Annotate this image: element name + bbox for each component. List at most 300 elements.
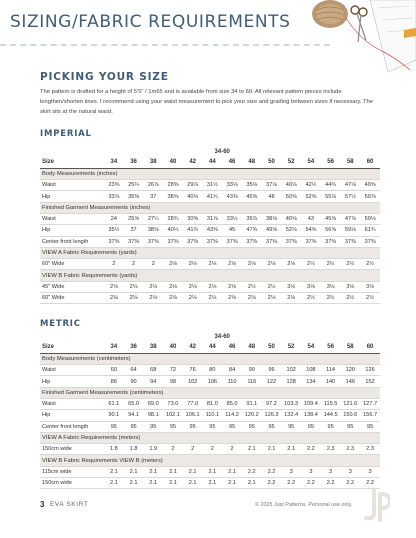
measurement-cell: 37⅜ [163, 236, 183, 247]
measurement-cell: 121.6 [340, 398, 360, 409]
measurement-cell: 95 [321, 421, 341, 432]
measurement-cell: 72 [163, 365, 183, 376]
measurement-cell: 40¼ [163, 225, 183, 236]
section-label: Finished Garment Measurements (inches) [40, 202, 380, 213]
measurement-cell: 2⅛ [143, 281, 163, 292]
table-section-row [40, 387, 380, 398]
size-header-cell: 50 [262, 157, 282, 168]
size-header-cell: 44 [203, 342, 223, 353]
row-label: 60" Wide [40, 293, 104, 304]
measurement-cell: 44¾ [321, 180, 341, 191]
measurement-cell: 126.3 [262, 410, 282, 421]
measurement-cell: 2⅛ [222, 293, 242, 304]
section-label: VIEW A Fabric Requirements (yards) [40, 247, 380, 258]
measurement-cell: 1.9 [143, 444, 163, 455]
measurement-cell: 146 [340, 376, 360, 387]
measurement-cell: 2.3 [340, 444, 360, 455]
size-header-row [40, 157, 380, 168]
measurement-cell: 31⅞ [203, 213, 223, 224]
measurement-cell: 2½ [340, 293, 360, 304]
header-dashed-divider [0, 44, 330, 46]
size-column-header: Size [40, 157, 104, 168]
row-label: Waist [40, 365, 104, 376]
section-label: Body Measurements (inches) [40, 168, 380, 179]
measurement-cell: 128 [281, 376, 301, 387]
measurement-cell: 95 [281, 421, 301, 432]
thread-spool-icon [312, 0, 348, 28]
table-row [40, 376, 380, 387]
section-label: VIEW B Fabric Requirements (yards) [40, 270, 380, 281]
measurement-cell: 2.2 [281, 478, 301, 489]
size-header-cell: 58 [340, 342, 360, 353]
measurement-cell: 2½ [340, 259, 360, 270]
measurement-cell: 140 [321, 376, 341, 387]
measurement-cell: 2⅛ [124, 281, 144, 292]
measurement-cell: 150.6 [340, 410, 360, 421]
measurement-cell: 102 [281, 365, 301, 376]
measurement-cell: 96 [262, 365, 282, 376]
measurement-cell: 3 [301, 466, 321, 477]
size-header-cell: 46 [222, 342, 242, 353]
measurement-cell: 50⅝ [281, 191, 301, 202]
size-header-cell: 56 [321, 342, 341, 353]
measurement-cell: 2⅛ [262, 293, 282, 304]
measurement-cell: 68 [143, 365, 163, 376]
measurement-cell: 40⅛ [281, 180, 301, 191]
measurement-cell: 2.2 [321, 478, 341, 489]
imperial-size-table [40, 146, 380, 304]
measurement-cell: 61.1 [104, 398, 124, 409]
sewing-tools-illustration [300, 0, 416, 78]
measurement-cell: 47⅝ [242, 225, 262, 236]
measurement-cell: 59⅛ [340, 225, 360, 236]
measurement-cell: 37⅜ [203, 236, 223, 247]
table-row [40, 365, 380, 376]
measurement-cell: 56⅝ [321, 225, 341, 236]
measurement-cell: 40⅝ [281, 213, 301, 224]
measurement-cell: 2½ [360, 293, 380, 304]
measurement-cell: 116 [242, 376, 262, 387]
measurement-cell: 102.1 [163, 410, 183, 421]
table-row [40, 180, 380, 191]
measurement-cell: 95 [124, 421, 144, 432]
table-row [40, 478, 380, 489]
measurement-cell: 25⅝ [124, 213, 144, 224]
measurement-cell: 94 [143, 376, 163, 387]
measurement-cell: 110 [222, 376, 242, 387]
measurement-cell: 38⅝ [143, 225, 163, 236]
row-label: Waist [40, 213, 104, 224]
measurement-cell: 37⅜ [360, 236, 380, 247]
measurement-cell: 28¾ [163, 213, 183, 224]
measurement-cell: 81.0 [203, 398, 223, 409]
measurement-cell: 60 [104, 365, 124, 376]
row-label: 150cm wide [40, 444, 104, 455]
measurement-cell: 2⅛ [163, 293, 183, 304]
measurement-cell: 24 [104, 213, 124, 224]
measurement-cell: 3 [340, 466, 360, 477]
size-header-cell: 36 [124, 157, 144, 168]
size-header-cell: 60 [360, 342, 380, 353]
copyright-notice: © 2025 Just Patterns. Personal use only. [255, 502, 353, 508]
table-row [40, 421, 380, 432]
measurement-cell: 41¾ [203, 191, 223, 202]
measurement-cell: 50⅛ [360, 213, 380, 224]
measurement-cell: 80 [203, 365, 223, 376]
measurement-cell: 2.2 [262, 478, 282, 489]
measurement-cell: 59⅞ [360, 191, 380, 202]
measurement-cell: 2⅛ [262, 259, 282, 270]
measurement-cell: 2⅛ [203, 259, 223, 270]
measurement-cell: 42½ [301, 180, 321, 191]
measurement-cell: 49⅝ [262, 225, 282, 236]
measurement-cell: 2⅛ [203, 293, 223, 304]
size-header-cell: 48 [242, 342, 262, 353]
measurement-cell: 3 [321, 466, 341, 477]
measurement-cell: 3⅛ [321, 281, 341, 292]
size-header-cell: 36 [124, 342, 144, 353]
measurement-cell: 95 [183, 421, 203, 432]
measurement-cell: 95 [242, 421, 262, 432]
measurement-cell: 45 [222, 225, 242, 236]
measurement-cell: 3⅛ [340, 281, 360, 292]
size-header-cell: 56 [321, 157, 341, 168]
measurement-cell: 2⅛ [183, 281, 203, 292]
measurement-cell: 98.1 [143, 410, 163, 421]
section-title: PICKING YOUR SIZE [40, 71, 169, 83]
measurement-cell: 41¾ [183, 225, 203, 236]
size-header-cell: 54 [301, 342, 321, 353]
measurement-cell: 47⅞ [340, 213, 360, 224]
measurement-cell: 2 [143, 259, 163, 270]
table-row [40, 281, 380, 292]
measurement-cell: 49⅝ [360, 180, 380, 191]
measurement-cell: 95 [203, 421, 223, 432]
measurement-cell: 37⅜ [301, 236, 321, 247]
measurement-cell: 37⅜ [104, 236, 124, 247]
measurement-cell: 43⅜ [203, 225, 223, 236]
measurement-cell: 2⅛ [163, 259, 183, 270]
measurement-cell: 108 [301, 365, 321, 376]
measurement-cell: 2.2 [301, 444, 321, 455]
measurement-cell: 64 [124, 365, 144, 376]
size-header-cell: 42 [183, 157, 203, 168]
measurement-cell: 84 [222, 365, 242, 376]
table-section-row [40, 168, 380, 179]
table-section-row [40, 270, 380, 281]
measurement-cell: 97.2 [262, 398, 282, 409]
measurement-cell: 95 [301, 421, 321, 432]
imperial-heading: IMPERIAL [40, 129, 92, 139]
measurement-cell: 37⅜ [321, 236, 341, 247]
measurement-cell: 103.3 [281, 398, 301, 409]
measurement-cell: 37⅜ [124, 236, 144, 247]
section-label: VIEW A Fabric Requirements (meters) [40, 432, 380, 443]
measurement-cell: 2⅛ [222, 259, 242, 270]
measurement-cell: 37⅜ [281, 236, 301, 247]
measurement-cell: 2.1 [124, 466, 144, 477]
measurement-cell: 2.2 [360, 478, 380, 489]
row-label: 60" Wide [40, 259, 104, 270]
size-range-label: 34-60 [214, 333, 230, 340]
table-row [40, 444, 380, 455]
measurement-cell: 55⅛ [321, 191, 341, 202]
measurement-cell: 3⅛ [281, 281, 301, 292]
measurement-cell: 110.1 [203, 410, 223, 421]
measurement-cell: 2⅛ [242, 259, 262, 270]
measurement-cell: 37⅜ [262, 236, 282, 247]
measurement-cell: 37⅜ [222, 236, 242, 247]
section-label: Finished Garment Measurements (centimeters) [40, 387, 380, 398]
measurement-cell: 2.1 [163, 466, 183, 477]
measurement-cell: 114.2 [222, 410, 242, 421]
measurement-cell: 2⅛ [222, 281, 242, 292]
table-section-row [40, 353, 380, 364]
measurement-cell: 2.1 [242, 444, 262, 455]
measurement-cell: 2 [104, 259, 124, 270]
page-number: 3 [40, 500, 45, 509]
metric-heading: METRIC [40, 319, 81, 329]
size-range-row [40, 331, 380, 342]
measurement-cell: 43 [301, 213, 321, 224]
measurement-cell: 95 [360, 421, 380, 432]
table-section-row [40, 202, 380, 213]
measurement-cell: 122 [262, 376, 282, 387]
measurement-cell: 2½ [301, 259, 321, 270]
brand-logo-icon [364, 488, 390, 522]
measurement-cell: 95 [104, 421, 124, 432]
measurement-cell: 95 [262, 421, 282, 432]
measurement-cell: 37 [124, 225, 144, 236]
table-row [40, 398, 380, 409]
row-label: Hip [40, 410, 104, 421]
measurement-cell: 57½ [340, 191, 360, 202]
measurement-cell: 2 [124, 259, 144, 270]
section-label: Body Measurements (centimeters) [40, 353, 380, 364]
measurement-cell: 35⅞ [242, 213, 262, 224]
measurement-cell: 3 [360, 466, 380, 477]
size-header-cell: 38 [143, 342, 163, 353]
table-row [40, 236, 380, 247]
measurement-cell: 2⅛ [242, 293, 262, 304]
measurement-cell: 37⅜ [340, 236, 360, 247]
measurement-cell: 2⅛ [183, 293, 203, 304]
measurement-cell: 2.1 [222, 466, 242, 477]
measurement-cell: 90 [124, 376, 144, 387]
row-label: Center front length [40, 421, 104, 432]
measurement-cell: 25¼ [124, 180, 144, 191]
table-row [40, 293, 380, 304]
size-range-label: 34-60 [214, 148, 230, 155]
measurement-cell: 2.1 [143, 478, 163, 489]
size-header-cell: 52 [281, 157, 301, 168]
measurement-cell: 2 [222, 444, 242, 455]
measurement-cell: 38⅝ [163, 191, 183, 202]
measurement-cell: 2⅛ [104, 281, 124, 292]
table-section-row [40, 432, 380, 443]
measurement-cell: 138.4 [301, 410, 321, 421]
measurement-cell: 2.1 [203, 466, 223, 477]
measurement-cell: 120 [340, 365, 360, 376]
table-section-row [40, 455, 380, 466]
size-header-cell: 46 [222, 157, 242, 168]
measurement-cell: 2⅛ [281, 293, 301, 304]
size-header-cell: 48 [242, 157, 262, 168]
measurement-cell: 52⅛ [281, 225, 301, 236]
measurement-cell: 2.2 [242, 466, 262, 477]
measurement-cell: 33⅛ [222, 180, 242, 191]
measurement-cell: 106 [203, 376, 223, 387]
measurement-cell: 95 [143, 421, 163, 432]
measurement-cell: 95 [222, 421, 242, 432]
measurement-cell: 2.1 [183, 466, 203, 477]
measurement-cell: 95 [163, 421, 183, 432]
measurement-cell: 3⅛ [301, 281, 321, 292]
measurement-cell: 61¾ [360, 225, 380, 236]
pattern-name: EVA SKIRT [50, 501, 89, 508]
measurement-cell: 33½ [222, 213, 242, 224]
measurement-cell: 2.1 [104, 478, 124, 489]
measurement-cell: 2.1 [163, 478, 183, 489]
measurement-cell: 2⅛ [203, 281, 223, 292]
measurement-cell: 47⅛ [340, 180, 360, 191]
measurement-cell: 2½ [321, 293, 341, 304]
measurement-cell: 2⅛ [281, 259, 301, 270]
measurement-cell: 95 [340, 421, 360, 432]
measurement-cell: 76 [183, 365, 203, 376]
measurement-cell: 35⅜ [124, 191, 144, 202]
size-header-cell: 58 [340, 157, 360, 168]
size-header-row [40, 342, 380, 353]
measurement-cell: 26⅞ [143, 180, 163, 191]
measurement-cell: 91.1 [242, 398, 262, 409]
measurement-cell: 127.7 [360, 398, 380, 409]
measurement-cell: 48 [262, 191, 282, 202]
measurement-cell: 2 [203, 444, 223, 455]
size-header-cell: 40 [163, 342, 183, 353]
measurement-cell: 43⅜ [222, 191, 242, 202]
measurement-cell: 2½ [321, 259, 341, 270]
measurement-cell: 52⅝ [301, 191, 321, 202]
measurement-cell: 3⅛ [360, 281, 380, 292]
measurement-cell: 2½ [301, 293, 321, 304]
scissors-icon [351, 6, 367, 42]
measurement-cell: 2½ [242, 281, 262, 292]
size-range-row [40, 146, 380, 157]
size-header-cell: 42 [183, 342, 203, 353]
measurement-cell: 37 [143, 191, 163, 202]
section-label: VIEW B Fabric Requirements VIEW B (meters) [40, 455, 380, 466]
measurement-cell: 106.1 [183, 410, 203, 421]
size-header-cell: 54 [301, 157, 321, 168]
measurement-cell: 33⅞ [104, 191, 124, 202]
table-row [40, 410, 380, 421]
measurement-cell: 120.2 [242, 410, 262, 421]
measurement-cell: 134 [301, 376, 321, 387]
measurement-cell: 90.1 [104, 410, 124, 421]
row-label: 45" Wide [40, 281, 104, 292]
row-label: 150cm wide [40, 478, 104, 489]
measurement-cell: 73.0 [163, 398, 183, 409]
measurement-cell: 109.4 [301, 398, 321, 409]
row-label: 115cm wide [40, 466, 104, 477]
measurement-cell: 45⅝ [321, 213, 341, 224]
row-label: Hip [40, 191, 104, 202]
measurement-cell: 77.0 [183, 398, 203, 409]
size-header-cell: 60 [360, 157, 380, 168]
measurement-cell: 23⅝ [104, 180, 124, 191]
measurement-cell: 2⅛ [124, 293, 144, 304]
measurement-cell: 2.1 [242, 478, 262, 489]
row-label: Waist [40, 398, 104, 409]
size-header-cell: 38 [143, 157, 163, 168]
measurement-cell: 37⅜ [242, 236, 262, 247]
measurement-cell: 2.2 [301, 478, 321, 489]
measurement-cell: 29⅞ [183, 180, 203, 191]
measurement-cell: 115.5 [321, 398, 341, 409]
measurement-cell: 102 [183, 376, 203, 387]
measurement-cell: 2⅛ [104, 293, 124, 304]
measurement-cell: 94.1 [124, 410, 144, 421]
measurement-cell: 2.1 [143, 466, 163, 477]
measurement-cell: 30⅜ [183, 213, 203, 224]
measurement-cell: 144.5 [321, 410, 341, 421]
size-header-cell: 40 [163, 157, 183, 168]
measurement-cell: 65.0 [124, 398, 144, 409]
table-row [40, 213, 380, 224]
measurement-cell: 27¼ [143, 213, 163, 224]
measurement-cell: 1.8 [124, 444, 144, 455]
measurement-cell: 45⅝ [242, 191, 262, 202]
table-row [40, 466, 380, 477]
measurement-cell: 35½ [104, 225, 124, 236]
size-header-cell: 34 [104, 342, 124, 353]
measurement-cell: 2.1 [124, 478, 144, 489]
measurement-cell: 2.3 [360, 444, 380, 455]
measurement-cell: 38⅛ [262, 213, 282, 224]
measurement-cell: 2.1 [183, 478, 203, 489]
measurement-cell: 2.1 [262, 444, 282, 455]
table-section-row [40, 247, 380, 258]
table-row [40, 259, 380, 270]
measurement-cell: 1.8 [104, 444, 124, 455]
measurement-cell: 31½ [203, 180, 223, 191]
measurement-cell: 2.2 [262, 466, 282, 477]
size-header-cell: 52 [281, 342, 301, 353]
size-column-header: Size [40, 342, 104, 353]
measurement-cell: 132.4 [281, 410, 301, 421]
size-header-cell: 50 [262, 342, 282, 353]
measurement-cell: 35⅛ [242, 180, 262, 191]
measurement-cell: 2.3 [321, 444, 341, 455]
measurement-cell: 2⅛ [183, 259, 203, 270]
measurement-cell: 2½ [262, 281, 282, 292]
measurement-cell: 2.1 [104, 466, 124, 477]
measurement-cell: 2⅛ [163, 281, 183, 292]
row-label: Hip [40, 376, 104, 387]
row-label: Center front length [40, 236, 104, 247]
measurement-cell: 126 [360, 365, 380, 376]
measurement-cell: 2 [183, 444, 203, 455]
measurement-cell: 2 [163, 444, 183, 455]
measurement-cell: 28⅜ [163, 180, 183, 191]
measurement-cell: 86 [104, 376, 124, 387]
measurement-cell: 85.0 [222, 398, 242, 409]
measurement-cell: 37⅛ [262, 180, 282, 191]
intro-paragraph: The pattern is drafted for a height of 5’5” / 1m65 and is available from size 34 to 60. All relevant pattern pieces include lengthen/shorten lines. I recommend using your waist measurement to pick your size and grading between sizes if necessary. The skirt sits at the natural waist. [40, 89, 373, 115]
measurement-cell: 40⅛ [183, 191, 203, 202]
measurement-cell: 37⅜ [183, 236, 203, 247]
